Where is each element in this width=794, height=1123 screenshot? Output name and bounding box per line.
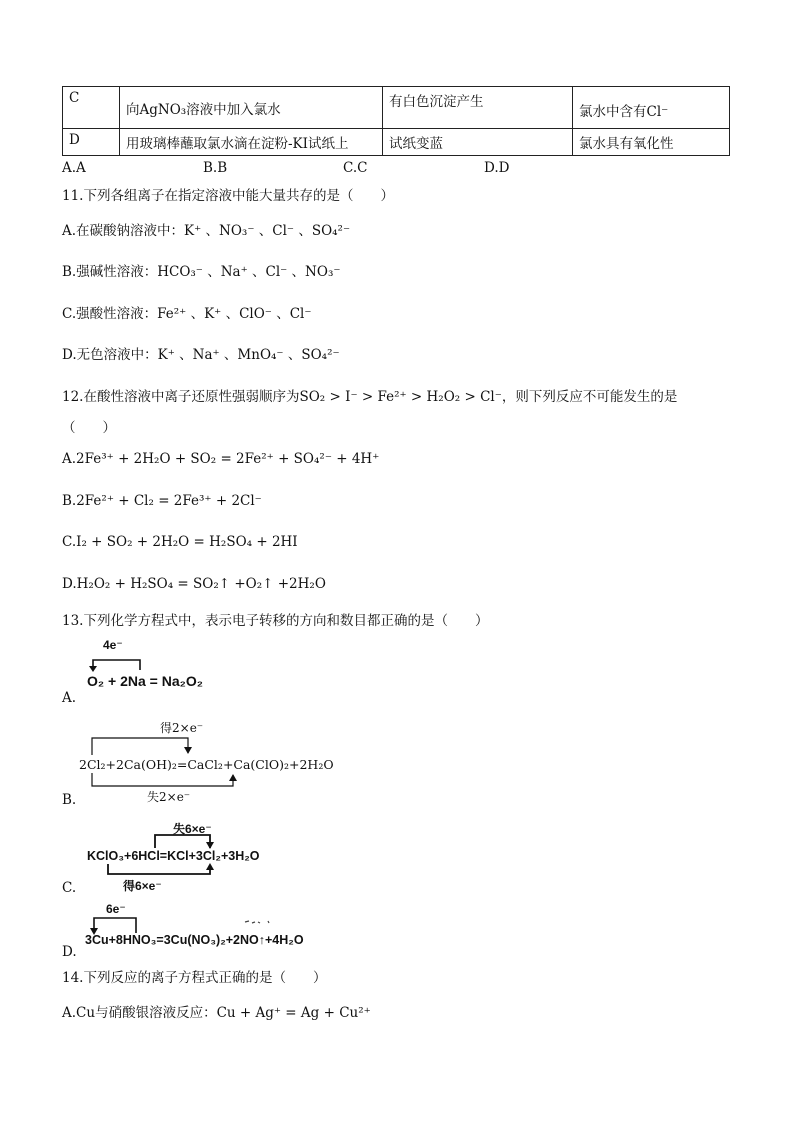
q11-option-c: C.强酸性溶液：Fe²⁺ 、K⁺ 、ClO⁻ 、Cl⁻ (62, 306, 312, 322)
q13-a-top: 4e⁻ (103, 638, 123, 652)
table-row (63, 87, 730, 129)
operation-cell: 用玻璃棒蘸取氯水滴在淀粉-KI试纸上 (120, 129, 383, 156)
q13-b-top: 得2×e⁻ (160, 721, 204, 735)
q12-option-d: D.H₂O₂ + H₂SO₄ = SO₂↑ +O₂↑ +2H₂O (62, 576, 326, 592)
q14-stem: 14.下列反应的离子方程式正确的是（ ） (62, 970, 327, 986)
conclusion-cell: 氯水具有氧化性 (573, 129, 730, 156)
table-row (63, 129, 730, 156)
q12-option-a: A.2Fe³⁺ + 2H₂O + SO₂ = 2Fe²⁺ + SO₄²⁻ + 4H⁺ (62, 451, 380, 467)
q13-d-top: 6e⁻ (106, 902, 126, 916)
q12-paren: （ ） (62, 420, 116, 436)
q12-stem: 12.在酸性溶液中离子还原性强弱顺序为SO₂ > I⁻ > Fe²⁺ > H₂O₂ > Cl⁻，则下列反应不可能发生的是 (62, 389, 678, 405)
conclusion-cell: 氯水中含有Cl⁻ (573, 87, 730, 129)
q13-c-bottom: 得6×e⁻ (123, 879, 162, 893)
answer-b: B.B (203, 160, 228, 176)
answer-a: A.A (62, 160, 86, 176)
q13-option-d-label: D. (62, 944, 77, 960)
q11-option-a: A.在碳酸钠溶液中：K⁺ 、NO₃⁻ 、Cl⁻ 、SO₄²⁻ (62, 223, 351, 239)
q13-option-c-label: C. (62, 880, 77, 896)
answer-d: D.D (484, 160, 510, 176)
q12-option-b: B.2Fe²⁺ + Cl₂ = 2Fe³⁺ + 2Cl⁻ (62, 493, 262, 509)
q13-d-eq: 3Cu+8HNO₃=3Cu(NO₃)₂+2NO↑+4H₂O (85, 933, 304, 947)
q11-option-d: D.无色溶液中：K⁺ 、Na⁺ 、MnO₄⁻ 、SO₄²⁻ (62, 347, 340, 363)
row-id: D (63, 129, 120, 156)
row-id: C (63, 87, 120, 129)
q13-b-bottom: 失2×e⁻ (147, 790, 191, 804)
options-table (62, 86, 730, 156)
q13-b-eq: 2Cl₂+2Ca(OH)₂=CaCl₂+Ca(ClO)₂+2H₂O (79, 757, 334, 772)
q13-a-electron-arrow (85, 652, 165, 672)
q13-c-top: 失6×e⁻ (173, 822, 212, 836)
q13-c-eq: KClO₃+6HCl=KCl+3Cl₂+3H₂O (87, 849, 260, 863)
operation-cell: 向AgNO₃溶液中加入氯水 (120, 87, 383, 129)
smudge-mark (243, 918, 273, 926)
phenomenon-cell: 试纸变蓝 (383, 129, 573, 156)
q11-option-b: B.强碱性溶液：HCO₃⁻ 、Na⁺ 、Cl⁻ 、NO₃⁻ (62, 264, 341, 280)
q13-stem: 13.下列化学方程式中，表示电子转移的方向和数目都正确的是（ ） (62, 613, 489, 629)
answer-c: C.C (343, 160, 368, 176)
q11-stem: 11.下列各组离子在指定溶液中能大量共存的是（ ） (62, 188, 394, 204)
q13-option-b-label: B. (62, 792, 77, 808)
q13-option-a-label: A. (62, 690, 77, 706)
q13-a-eq: O₂ + 2Na = Na₂O₂ (87, 673, 203, 689)
q12-option-c: C.I₂ + SO₂ + 2H₂O = H₂SO₄ + 2HI (62, 534, 298, 550)
q14-option-a: A.Cu与硝酸银溶液反应：Cu + Ag⁺ = Ag + Cu²⁺ (62, 1005, 371, 1021)
phenomenon-cell: 有白色沉淀产生 (383, 87, 573, 129)
